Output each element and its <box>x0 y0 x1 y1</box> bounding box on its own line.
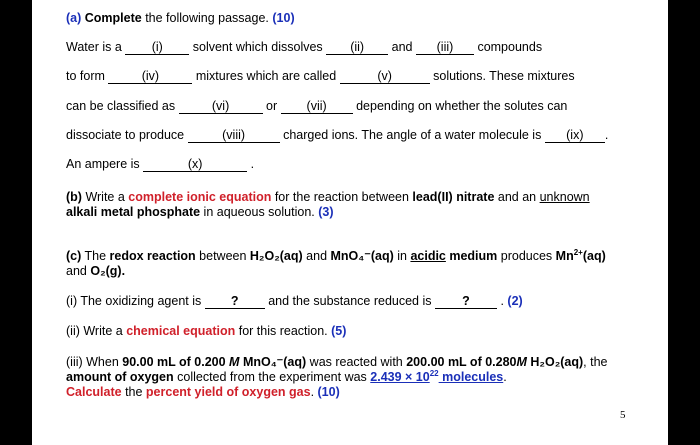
part-c-line-1: (c) The redox reaction between H₂O₂(aq) and MnO₄⁻(aq) in acidic medium produces $Mn^{2+}(aq)$ <box>66 247 606 263</box>
blank-iv[interactable]: (iv) <box>108 70 192 84</box>
passage-line-1: Water is a (i) solvent which dissolves (ii) and (iii) compounds <box>66 40 543 54</box>
blank-viii[interactable]: (viii) <box>188 129 280 143</box>
blank-vii[interactable]: (vii) <box>281 100 353 114</box>
blank-ix[interactable]: (ix) <box>545 129 605 143</box>
passage-line-2: to form (iv) mixtures which are called (v) solutions. These mixtures <box>66 69 575 83</box>
part-c-iii-line-1: (iii) When 90.00 mL of 0.200 M MnO₄⁻(aq) was reacted with 200.00 mL of 0.280M H₂O₂(aq), the <box>66 355 608 369</box>
part-c-iii-line-3: Calculate the percent yield of oxygen gas. (10) <box>66 385 340 399</box>
passage-line-4: dissociate to produce (viii) charged ions. The angle of a water molecule is (ix) . <box>66 128 609 142</box>
part-c-i: (i) The oxidizing agent is ? and the substance reduced is ? . (2) <box>66 294 523 308</box>
blank-ii[interactable]: (ii) <box>326 41 388 55</box>
blank-iii[interactable]: (iii) <box>416 41 474 55</box>
blank-i[interactable]: (i) <box>125 41 189 55</box>
passage-line-3: can be classified as (vi) or (vii) depending on whether the solutes can <box>66 99 568 113</box>
part-c-line-2: and O₂(g). <box>66 264 126 278</box>
document-page <box>32 0 668 445</box>
blank-x[interactable]: (x) <box>143 158 247 172</box>
blank-v[interactable]: (v) <box>340 70 430 84</box>
part-c-iii-line-2: amount of oxygen collected from the experiment was $2.439 \times 10^{22}$ molecules. <box>66 368 507 384</box>
part-c-ii: (ii) Write a chemical equation for this reaction. (5) <box>66 324 347 338</box>
blank-oxidizing-agent[interactable]: ? <box>205 295 265 309</box>
part-a-heading: (a) Complete the following passage. (10) <box>66 11 295 25</box>
part-b-line-2: alkali metal phosphate in aqueous solution. (3) <box>66 205 334 219</box>
passage-line-5: An ampere is (x) . <box>66 157 255 171</box>
part-b-line-1: (b) Write a complete ionic equation for the reaction between lead(II) nitrate and an unknown <box>66 190 590 204</box>
blank-vi[interactable]: (vi) <box>179 100 263 114</box>
page-number: 5 <box>620 409 626 421</box>
blank-substance-reduced[interactable]: ? <box>435 295 497 309</box>
